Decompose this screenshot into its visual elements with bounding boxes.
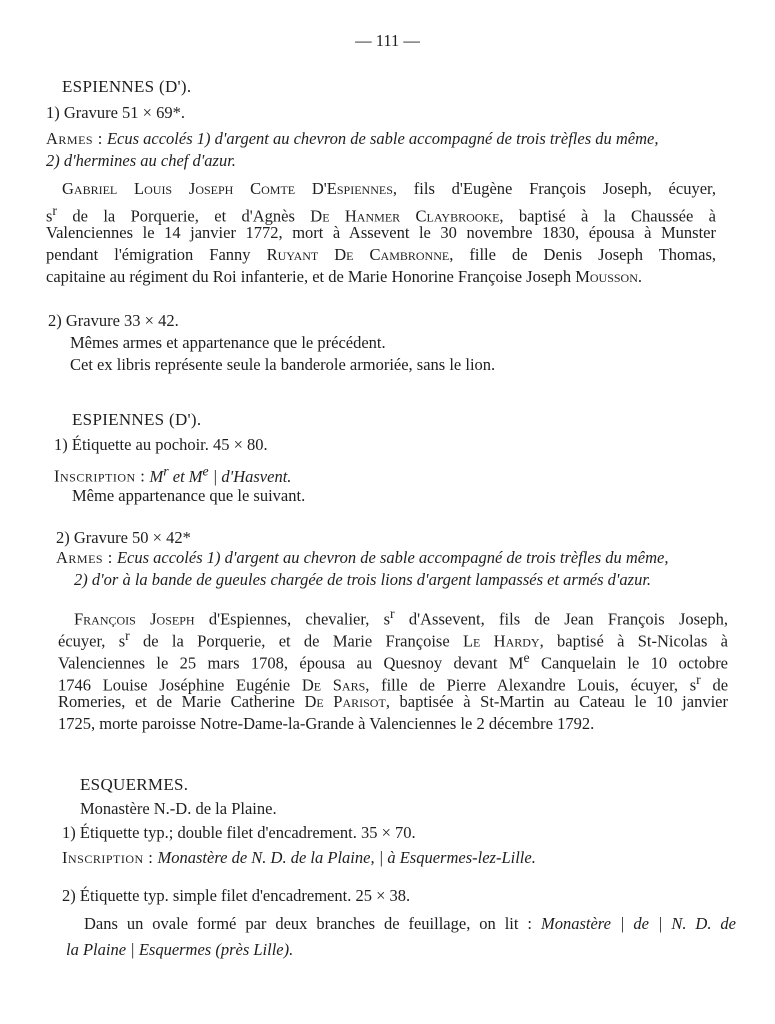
bio-text: , baptisée à St-Martin au Cateau le 10 janvier [385, 692, 728, 711]
inscription-text: $M^r$ et Me | d'Hasvent. [149, 463, 292, 486]
bio-text: Romeries, et de Marie Catherine [58, 692, 305, 711]
bio-text: , fille de Denis Joseph Thomas, [449, 245, 716, 264]
item-heading: 1) Étiquette typ.; double filet d'encadrement. 35 × 70. [62, 823, 416, 842]
inscription-text: Monastère | de | N. D. de [540, 914, 736, 933]
bio-text: s [46, 206, 53, 226]
person-name: François Joseph [74, 609, 195, 629]
person-name: Mousson [575, 267, 638, 286]
person-name: Gabriel Louis Joseph Comte D'Espiennes [62, 179, 393, 198]
bio-text: Valenciennes le 25 mars 1708, épousa au Quesnoy devant M [58, 653, 524, 673]
person-name: Ruyant De Cambronne [266, 245, 450, 264]
armes-label: Armes : [56, 548, 113, 567]
item-heading: 1) Étiquette au pochoir. 45 × 80. [54, 435, 268, 454]
item-heading: 2) Gravure 33 × 42. [48, 311, 179, 330]
bio-text: , baptisé à la Chaussée à [499, 206, 717, 226]
entry-title: ESPIENNES (D'). [72, 410, 202, 429]
armes-text-cont: 2) d'hermines au chef d'azur. [46, 151, 236, 170]
item-heading: 1) Gravure 51 × 69*. [46, 103, 185, 122]
entry-subtitle: Monastère N.-D. de la Plaine. [80, 799, 277, 818]
bio-line [46, 266, 642, 288]
bio-line: 1725, morte paroisse Notre-Dame-la-Grande à Valenciennes le 2 décembre 1792. [58, 714, 595, 733]
person-name: Le Hardy [462, 631, 540, 651]
bio-line [46, 244, 716, 266]
superscript: e [523, 650, 530, 665]
inscription-label: Inscription : [62, 848, 154, 867]
body-line: Cet ex libris représente seule la banderole armoriée, sans le lion. [70, 355, 496, 374]
bio-line: Valenciennes le 14 janvier 1772, mort à Assevent le 30 novembre 1830, épousa à Munster [46, 223, 716, 242]
item-heading: 2) Gravure 50 × 42* [56, 528, 191, 547]
armes-text: Ecus accolés 1) d'argent au chevron de sable accompagné de trois trèfles du même, [116, 548, 669, 567]
entry-title: ESQUERMES. [80, 775, 189, 794]
item-heading: 2) Étiquette typ. simple filet d'encadrement. 25 × 38. [62, 886, 411, 905]
bio-text: , fille de Pierre Alexandre Louis, écuyer, s [365, 675, 697, 695]
armes-text-cont: 2) d'or à la bande de gueules chargée de trois lions d'argent lampassés et armés d'azur. [74, 570, 652, 589]
superscript: r [52, 203, 58, 218]
bio-text: d'Assevent, fils de Jean François Joseph, [394, 609, 728, 629]
bio-text: de la Porquerie, et de Marie Françoise [129, 631, 463, 651]
superscript: r [125, 628, 130, 643]
person-name: De Sars [301, 675, 366, 695]
armes-text: Ecus accolés 1) d'argent au chevron de sable accompagné de trois trèfles du même, [106, 129, 659, 148]
person-name: De Parisot [304, 692, 386, 711]
bio-text: , fils d'Eugène François Joseph, écuyer, [392, 179, 716, 198]
armes-line [56, 547, 669, 569]
bio-line [58, 691, 728, 713]
bio-text: de [700, 675, 729, 695]
bio-text: écuyer, s [58, 631, 126, 651]
person-name: De Hanmer Claybrooke [310, 206, 500, 226]
inscription-line [62, 847, 536, 869]
armes-label: Armes : [46, 129, 103, 148]
superscript: r [390, 606, 395, 621]
bio-text: pendant l'émigration Fanny [46, 245, 267, 264]
bio-text: Canquelain le 10 octobre [529, 653, 729, 673]
bio-line [62, 178, 716, 200]
bio-text: . [637, 267, 643, 286]
bio-text: , baptisé à St-Nicolas à [539, 631, 728, 651]
inscription-text: la Plaine | Esquermes (près Lille). [66, 940, 294, 959]
bio-text: capitaine au régiment du Roi infanterie, et de Marie Honorine Françoise Joseph [46, 267, 576, 286]
bio-text: d'Espiennes, chevalier, s [194, 609, 391, 629]
bio-text: Dans un ovale formé par deux branches de feuillage, on lit : [84, 914, 541, 933]
inscription-line [54, 460, 291, 488]
inscription-text: Monastère de N. D. de la Plaine, | à Esquermes-lez-Lille. [157, 848, 536, 867]
armes-line [46, 128, 659, 150]
bio-text: 1746 Louise Joséphine Eugénie [58, 675, 302, 695]
body-line [84, 913, 736, 935]
body-line: Mêmes armes et appartenance que le précédent. [70, 333, 386, 352]
entry-title: ESPIENNES (D'). [62, 77, 192, 96]
page-number: — 111 — [355, 31, 420, 50]
superscript: r [696, 672, 701, 687]
bio-text: de la Porquerie, et d'Agnès [57, 206, 311, 226]
inscription-label: Inscription : [54, 466, 146, 486]
body-line: Même appartenance que le suivant. [72, 486, 306, 505]
